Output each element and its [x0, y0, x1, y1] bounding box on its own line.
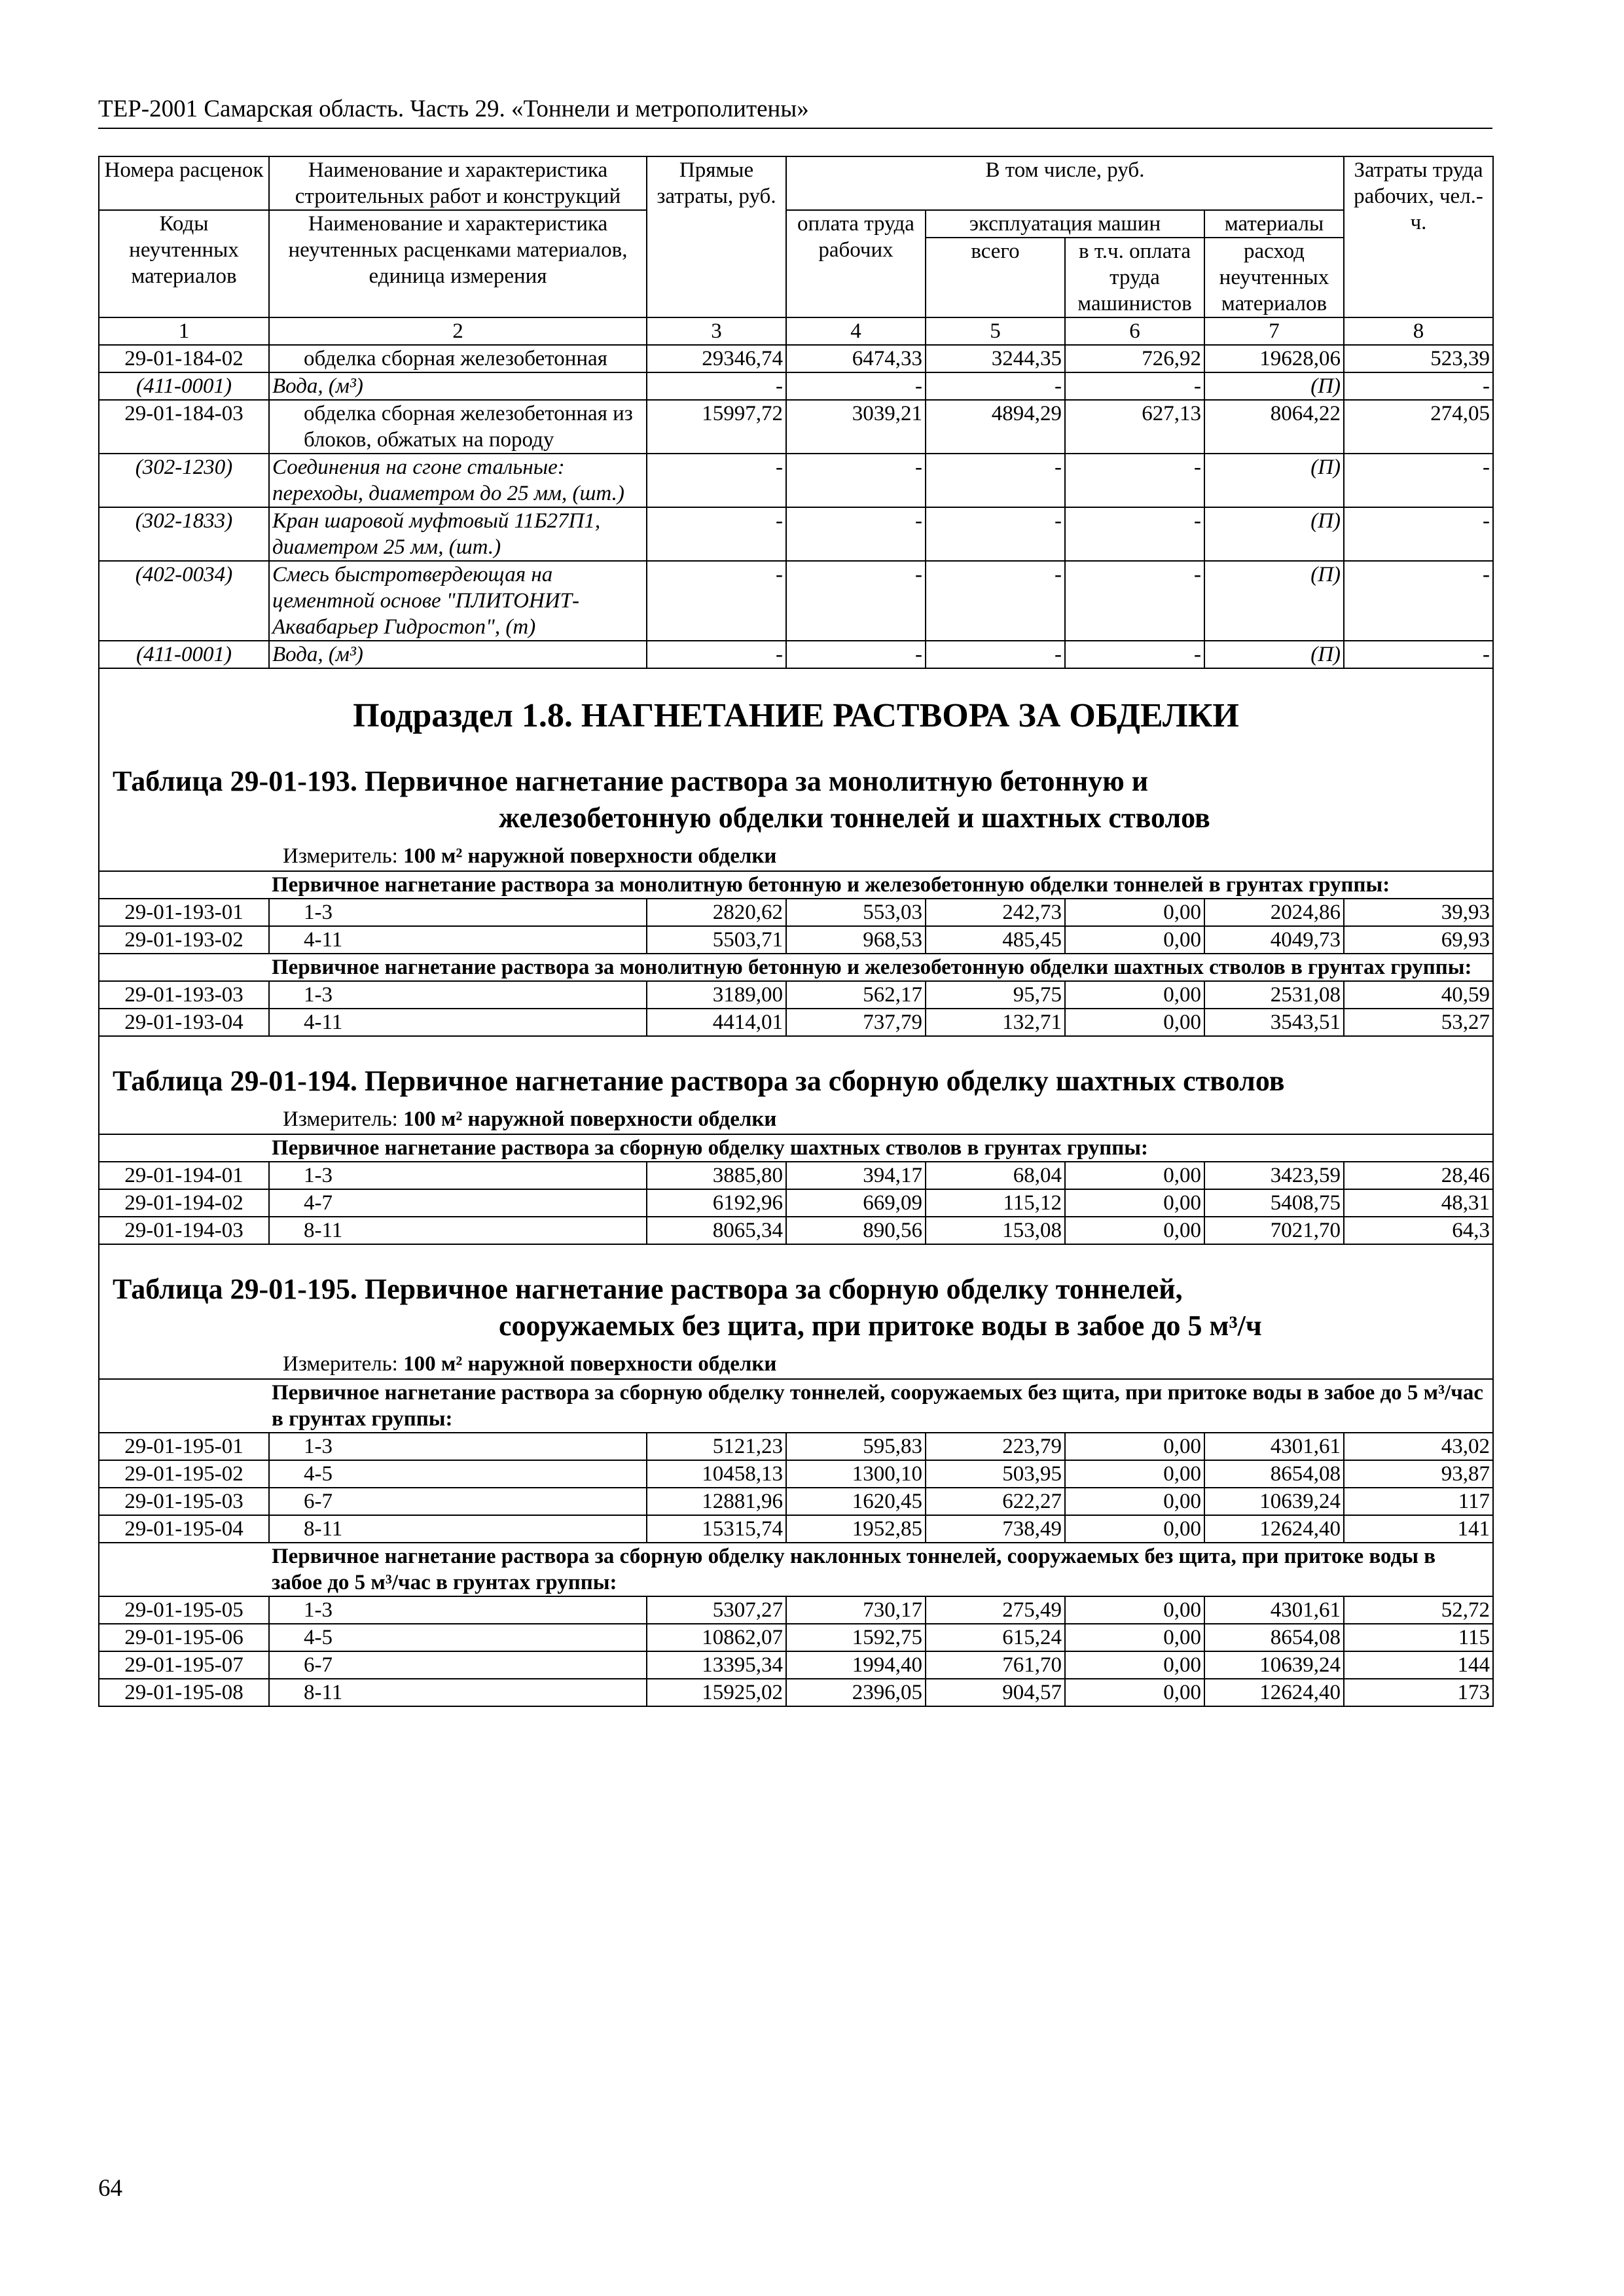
table-row: [99, 1624, 1493, 1651]
value-cell: 1952,85: [786, 1515, 926, 1543]
value-cell: 5408,75: [1204, 1189, 1344, 1217]
table-row: [99, 1679, 1493, 1706]
material-code: (302-1230): [99, 454, 269, 507]
table-title-line1: Таблица 29-01-193. Первичное нагнетание раствора за монолитную бетонную и: [113, 765, 1149, 797]
value-cell: -: [1065, 507, 1204, 561]
value-cell: 29346,74: [647, 345, 786, 372]
value-cell: 39,93: [1344, 899, 1493, 926]
material-name: Смесь быстротвердеющая на цементной основе "ПЛИТОНИТ-Аквабарьер Гидростоп", (т): [269, 561, 647, 641]
table-row: [99, 1488, 1493, 1515]
value-cell: 394,17: [786, 1162, 926, 1189]
value-cell: 43,02: [1344, 1433, 1493, 1460]
table-title: [113, 763, 1492, 836]
value-cell: 627,13: [1065, 400, 1204, 454]
value-cell: -: [647, 454, 786, 507]
work-name: обделка сборная железобетонная: [269, 345, 647, 372]
value-cell: -: [1344, 641, 1493, 668]
soil-group: 8-11: [269, 1217, 647, 1244]
subsection-title: Подраздел 1.8. НАГНЕТАНИЕ РАСТВОРА ЗА ОБДЕЛКИ: [353, 697, 1239, 734]
col-number: 3: [647, 317, 786, 345]
rate-code: 29-01-193-03: [99, 981, 269, 1009]
value-cell: 93,87: [1344, 1460, 1493, 1488]
value-cell: 0,00: [1065, 1009, 1204, 1036]
value-cell: 0,00: [1065, 1217, 1204, 1244]
value-cell: 1592,75: [786, 1624, 926, 1651]
value-cell: 10458,13: [647, 1460, 786, 1488]
meter: [99, 1106, 1492, 1132]
value-cell: 738,49: [926, 1515, 1065, 1543]
table-title-block: [99, 1036, 1493, 1134]
table-row: [99, 1460, 1493, 1488]
value-cell: 13395,34: [647, 1651, 786, 1679]
material-code: (302-1833): [99, 507, 269, 561]
value-cell: 10639,24: [1204, 1651, 1344, 1679]
value-cell: 0,00: [1065, 1433, 1204, 1460]
table-title-line1: Таблица 29-01-194. Первичное нагнетание раствора за сборную обделку шахтных стволов: [113, 1065, 1285, 1097]
value-cell: 0,00: [1065, 981, 1204, 1009]
value-cell: 6192,96: [647, 1189, 786, 1217]
rate-code: 29-01-195-07: [99, 1651, 269, 1679]
value-cell: 12624,40: [1204, 1515, 1344, 1543]
table-row: [99, 899, 1493, 926]
value-cell: 904,57: [926, 1679, 1065, 1706]
material-row: [99, 372, 1493, 400]
value-cell: 485,45: [926, 926, 1065, 954]
group-title: Первичное нагнетание раствора за монолитную бетонную и железобетонную обделки тоннелей в грунтах группы:: [269, 871, 1493, 899]
value-cell: 6474,33: [786, 345, 926, 372]
value-cell: 5121,23: [647, 1433, 786, 1460]
table-row: [99, 1009, 1493, 1036]
value-cell: 968,53: [786, 926, 926, 954]
value-cell: -: [926, 454, 1065, 507]
meter-value: 100 м² наружной поверхности обделки: [403, 1107, 777, 1131]
col-number: 8: [1344, 317, 1493, 345]
meter-value: 100 м² наружной поверхности обделки: [403, 1352, 777, 1376]
group-title: Первичное нагнетание раствора за сборную обделку тоннелей, сооружаемых без щита, при притоке воды в забое до 5 м³/час в грунтах группы:: [269, 1379, 1493, 1433]
group-title: Первичное нагнетание раствора за сборную обделку наклонных тоннелей, сооружаемых без щита, при притоке воды в забое до 5 м³/час в грунтах группы:: [269, 1543, 1493, 1596]
value-cell: 3885,80: [647, 1162, 786, 1189]
value-cell: 28,46: [1344, 1162, 1493, 1189]
value-cell: 1994,40: [786, 1651, 926, 1679]
table-row: [99, 981, 1493, 1009]
group-empty: [99, 1543, 269, 1596]
value-cell: 117: [1344, 1488, 1493, 1515]
value-cell: 1620,45: [786, 1488, 926, 1515]
col-header-machines-total: всего: [926, 238, 1065, 317]
material-name: Кран шаровой муфтовый 11Б27П1, диаметром 25 мм, (шт.): [269, 507, 647, 561]
rate-code: 29-01-195-05: [99, 1596, 269, 1624]
col-number: 6: [1065, 317, 1204, 345]
col-header-machines: эксплуатация машин: [926, 210, 1204, 238]
value-cell: 223,79: [926, 1433, 1065, 1460]
table-row: [99, 1189, 1493, 1217]
value-cell: 0,00: [1065, 1488, 1204, 1515]
value-cell: (П): [1204, 561, 1344, 641]
table-row: [99, 400, 1493, 454]
value-cell: (П): [1204, 507, 1344, 561]
rate-code: 29-01-194-03: [99, 1217, 269, 1244]
value-cell: -: [1344, 561, 1493, 641]
value-cell: 730,17: [786, 1596, 926, 1624]
value-cell: 3244,35: [926, 345, 1065, 372]
soil-group: 1-3: [269, 899, 647, 926]
value-cell: 95,75: [926, 981, 1065, 1009]
value-cell: -: [1344, 372, 1493, 400]
value-cell: 115,12: [926, 1189, 1065, 1217]
col-header-machinist-pay: в т.ч. оплата труда машинистов: [1065, 238, 1204, 317]
table-row: [99, 1651, 1493, 1679]
meter-label: Измеритель:: [283, 1107, 398, 1131]
value-cell: -: [926, 372, 1065, 400]
value-cell: -: [647, 561, 786, 641]
value-cell: 4049,73: [1204, 926, 1344, 954]
value-cell: 8065,34: [647, 1217, 786, 1244]
value-cell: 0,00: [1065, 1596, 1204, 1624]
value-cell: 5307,27: [647, 1596, 786, 1624]
rate-code: 29-01-195-03: [99, 1488, 269, 1515]
table-row: [99, 1217, 1493, 1244]
material-row: [99, 561, 1493, 641]
value-cell: -: [1065, 372, 1204, 400]
value-cell: -: [1065, 561, 1204, 641]
meter-label: Измеритель:: [283, 1352, 398, 1376]
value-cell: 141: [1344, 1515, 1493, 1543]
group-empty: [99, 1379, 269, 1433]
value-cell: -: [786, 561, 926, 641]
meter: [99, 843, 1492, 869]
table-title-block: [99, 763, 1493, 871]
table-row: [99, 1596, 1493, 1624]
value-cell: 10862,07: [647, 1624, 786, 1651]
soil-group: 4-7: [269, 1189, 647, 1217]
col-number: 7: [1204, 317, 1344, 345]
value-cell: 2531,08: [1204, 981, 1344, 1009]
page-number: 64: [98, 2175, 122, 2202]
soil-group: 8-11: [269, 1679, 647, 1706]
material-name: Вода, (м³): [269, 372, 647, 400]
value-cell: 4301,61: [1204, 1596, 1344, 1624]
value-cell: -: [1344, 507, 1493, 561]
value-cell: 890,56: [786, 1217, 926, 1244]
rate-code: 29-01-195-01: [99, 1433, 269, 1460]
rate-code: 29-01-195-06: [99, 1624, 269, 1651]
rate-code: 29-01-195-04: [99, 1515, 269, 1543]
value-cell: 553,03: [786, 899, 926, 926]
soil-group: 1-3: [269, 1162, 647, 1189]
col-header-direct-costs: Прямые затраты, руб.: [647, 156, 786, 317]
value-cell: -: [647, 372, 786, 400]
material-code: (411-0001): [99, 641, 269, 668]
rate-code: 29-01-193-01: [99, 899, 269, 926]
soil-group: 8-11: [269, 1515, 647, 1543]
value-cell: 0,00: [1065, 899, 1204, 926]
rate-code: 29-01-195-02: [99, 1460, 269, 1488]
table-title-block: [99, 1244, 1493, 1379]
value-cell: 669,09: [786, 1189, 926, 1217]
page-header: ТЕР-2001 Самарская область. Часть 29. «Тоннели и метрополитены»: [98, 95, 1492, 129]
rate-code: 29-01-184-02: [99, 345, 269, 372]
value-cell: 3039,21: [786, 400, 926, 454]
value-cell: 3423,59: [1204, 1162, 1344, 1189]
table-row: [99, 926, 1493, 954]
rate-code: 29-01-193-04: [99, 1009, 269, 1036]
value-cell: 0,00: [1065, 1189, 1204, 1217]
rates-table: [98, 156, 1494, 1707]
value-cell: -: [1065, 641, 1204, 668]
value-cell: 615,24: [926, 1624, 1065, 1651]
value-cell: 15315,74: [647, 1515, 786, 1543]
value-cell: 275,49: [926, 1596, 1065, 1624]
table-title: [113, 1037, 1492, 1100]
value-cell: 68,04: [926, 1162, 1065, 1189]
value-cell: 0,00: [1065, 1460, 1204, 1488]
value-cell: 53,27: [1344, 1009, 1493, 1036]
soil-group: 6-7: [269, 1651, 647, 1679]
col-header-including: В том числе, руб.: [786, 156, 1344, 210]
col-number: 4: [786, 317, 926, 345]
value-cell: -: [786, 507, 926, 561]
rate-code: 29-01-194-02: [99, 1189, 269, 1217]
value-cell: -: [1344, 454, 1493, 507]
value-cell: 2820,62: [647, 899, 786, 926]
value-cell: -: [786, 454, 926, 507]
value-cell: 1300,10: [786, 1460, 926, 1488]
col-header-materials: материалы: [1204, 210, 1344, 238]
meter-value: 100 м² наружной поверхности обделки: [403, 844, 777, 868]
soil-group: 6-7: [269, 1488, 647, 1515]
value-cell: 523,39: [1344, 345, 1493, 372]
work-name: обделка сборная железобетонная из блоков, обжатых на породу: [269, 400, 647, 454]
table-row: [99, 345, 1493, 372]
soil-group: 4-5: [269, 1460, 647, 1488]
value-cell: 0,00: [1065, 1162, 1204, 1189]
value-cell: 5503,71: [647, 926, 786, 954]
material-name: Вода, (м³): [269, 641, 647, 668]
value-cell: 12624,40: [1204, 1679, 1344, 1706]
value-cell: 0,00: [1065, 1624, 1204, 1651]
table-title: [113, 1245, 1492, 1344]
value-cell: (П): [1204, 372, 1344, 400]
value-cell: 15997,72: [647, 400, 786, 454]
value-cell: -: [647, 507, 786, 561]
rate-code: 29-01-193-02: [99, 926, 269, 954]
table-title-line2: сооружаемых без щита, при притоке воды в забое до 5 м³/ч: [499, 1310, 1262, 1342]
value-cell: 726,92: [1065, 345, 1204, 372]
material-code: (411-0001): [99, 372, 269, 400]
value-cell: 761,70: [926, 1651, 1065, 1679]
value-cell: 3189,00: [647, 981, 786, 1009]
table-row: [99, 1162, 1493, 1189]
material-row: [99, 507, 1493, 561]
value-cell: -: [647, 641, 786, 668]
value-cell: 4301,61: [1204, 1433, 1344, 1460]
value-cell: 144: [1344, 1651, 1493, 1679]
value-cell: 7021,70: [1204, 1217, 1344, 1244]
col-header-work-name: Наименование и характеристика строительных работ и конструкций: [269, 156, 647, 210]
group-empty: [99, 1134, 269, 1162]
value-cell: -: [926, 641, 1065, 668]
value-cell: 4414,01: [647, 1009, 786, 1036]
soil-group: 1-3: [269, 981, 647, 1009]
value-cell: 0,00: [1065, 1651, 1204, 1679]
value-cell: 242,73: [926, 899, 1065, 926]
value-cell: 562,17: [786, 981, 926, 1009]
value-cell: 8654,08: [1204, 1624, 1344, 1651]
soil-group: 1-3: [269, 1596, 647, 1624]
value-cell: 622,27: [926, 1488, 1065, 1515]
value-cell: 69,93: [1344, 926, 1493, 954]
value-cell: 132,71: [926, 1009, 1065, 1036]
table-row: [99, 1515, 1493, 1543]
value-cell: 0,00: [1065, 1515, 1204, 1543]
value-cell: 12881,96: [647, 1488, 786, 1515]
group-title: Первичное нагнетание раствора за сборную обделку шахтных стволов в грунтах группы:: [269, 1134, 1493, 1162]
material-row: [99, 641, 1493, 668]
col-number: 1: [99, 317, 269, 345]
material-row: [99, 454, 1493, 507]
value-cell: -: [1065, 454, 1204, 507]
col-number: 2: [269, 317, 647, 345]
subsection-block: [99, 668, 1493, 763]
value-cell: (П): [1204, 454, 1344, 507]
col-header-material-use: расход неучтенных материалов: [1204, 238, 1344, 317]
value-cell: 153,08: [926, 1217, 1065, 1244]
value-cell: 10639,24: [1204, 1488, 1344, 1515]
col-number: 5: [926, 317, 1065, 345]
value-cell: 115: [1344, 1624, 1493, 1651]
soil-group: 4-11: [269, 926, 647, 954]
value-cell: 19628,06: [1204, 345, 1344, 372]
table-title-line2: железобетонную обделки тоннелей и шахтных стволов: [499, 802, 1210, 834]
col-header-material-name: Наименование и характеристика неучтенных расценками материалов, единица измерения: [269, 210, 647, 317]
rate-code: 29-01-195-08: [99, 1679, 269, 1706]
value-cell: -: [926, 561, 1065, 641]
table-row: [99, 1433, 1493, 1460]
value-cell: -: [926, 507, 1065, 561]
value-cell: 8064,22: [1204, 400, 1344, 454]
value-cell: -: [786, 641, 926, 668]
col-header-labor-pay: оплата труда рабочих: [786, 210, 926, 317]
value-cell: 3543,51: [1204, 1009, 1344, 1036]
value-cell: 4894,29: [926, 400, 1065, 454]
value-cell: 15925,02: [647, 1679, 786, 1706]
value-cell: 2024,86: [1204, 899, 1344, 926]
group-title: Первичное нагнетание раствора за монолитную бетонную и железобетонную обделки шахтных стволов в грунтах группы:: [269, 954, 1493, 981]
soil-group: 4-11: [269, 1009, 647, 1036]
value-cell: 173: [1344, 1679, 1493, 1706]
value-cell: (П): [1204, 641, 1344, 668]
value-cell: 52,72: [1344, 1596, 1493, 1624]
material-name: Соединения на сгоне стальные: переходы, диаметром до 25 мм, (шт.): [269, 454, 647, 507]
value-cell: 0,00: [1065, 926, 1204, 954]
soil-group: 4-5: [269, 1624, 647, 1651]
soil-group: 1-3: [269, 1433, 647, 1460]
value-cell: 2396,05: [786, 1679, 926, 1706]
col-header-rate-numbers: Номера расценок: [99, 156, 269, 210]
meter-label: Измеритель:: [283, 844, 398, 868]
col-header-material-codes: Коды неучтенных материалов: [99, 210, 269, 317]
rate-code: 29-01-184-03: [99, 400, 269, 454]
value-cell: 48,31: [1344, 1189, 1493, 1217]
value-cell: 503,95: [926, 1460, 1065, 1488]
table-title-line1: Таблица 29-01-195. Первичное нагнетание раствора за сборную обделку тоннелей,: [113, 1273, 1183, 1305]
col-header-labor-hours: Затраты труда рабочих, чел.-ч.: [1344, 156, 1493, 317]
group-empty: [99, 871, 269, 899]
value-cell: 64,3: [1344, 1217, 1493, 1244]
meter: [99, 1351, 1492, 1377]
group-empty: [99, 954, 269, 981]
value-cell: 8654,08: [1204, 1460, 1344, 1488]
value-cell: 274,05: [1344, 400, 1493, 454]
value-cell: 0,00: [1065, 1679, 1204, 1706]
value-cell: 40,59: [1344, 981, 1493, 1009]
value-cell: 737,79: [786, 1009, 926, 1036]
value-cell: -: [786, 372, 926, 400]
material-code: (402-0034): [99, 561, 269, 641]
value-cell: 595,83: [786, 1433, 926, 1460]
rate-code: 29-01-194-01: [99, 1162, 269, 1189]
